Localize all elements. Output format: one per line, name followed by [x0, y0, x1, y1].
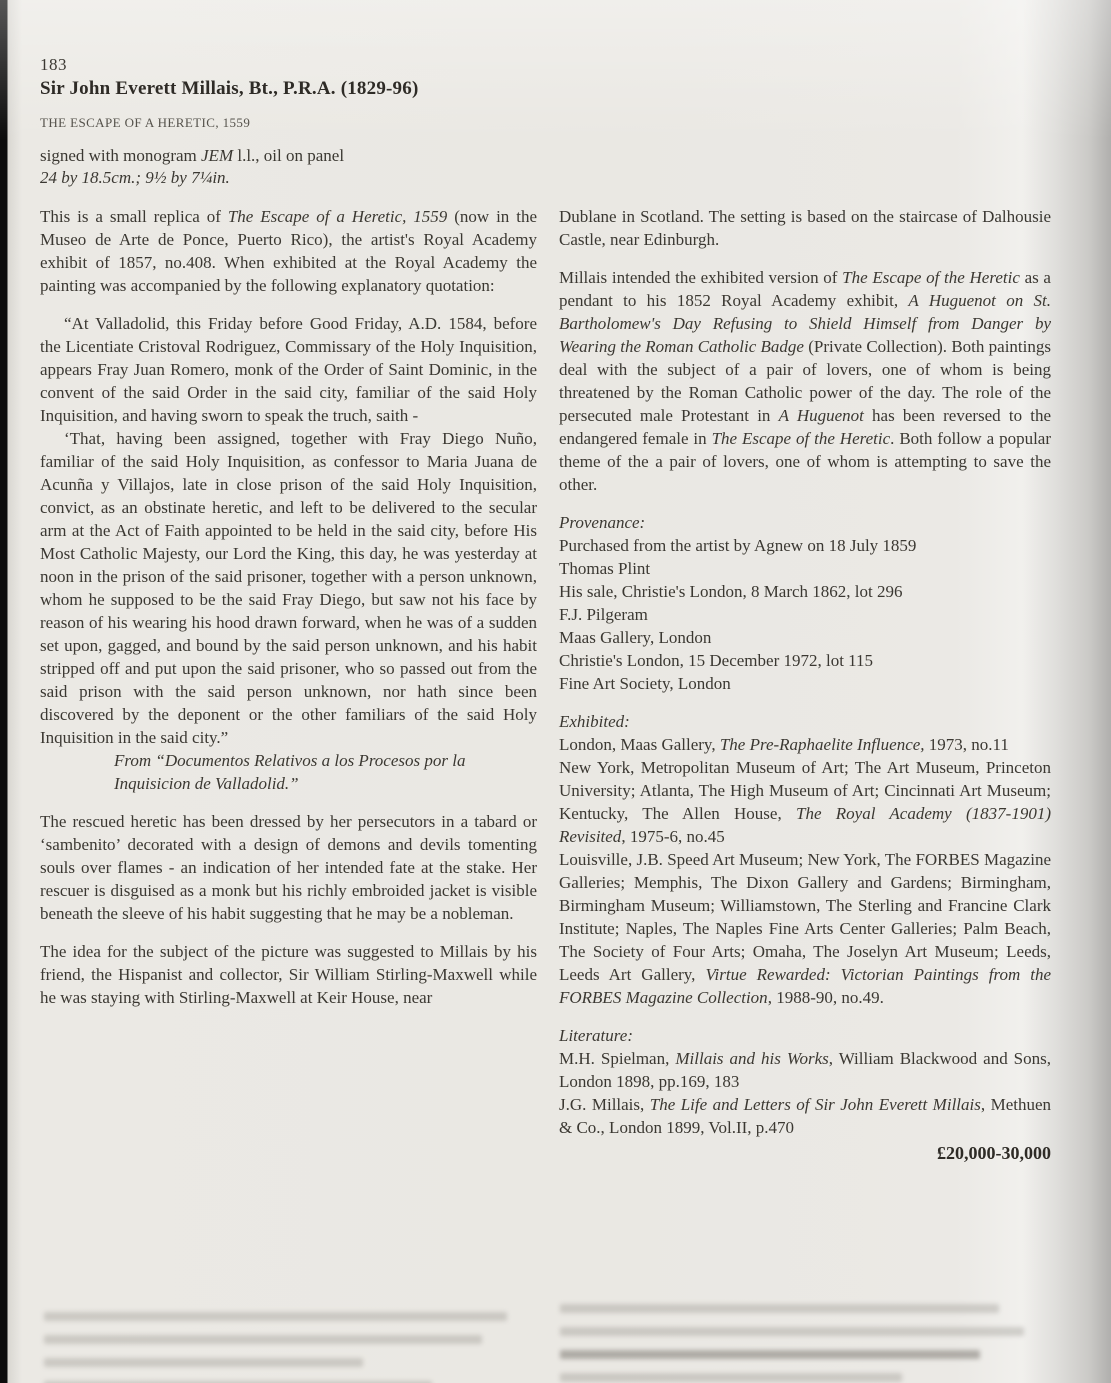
description-paragraph: The rescued heretic has been dressed by her persecutors in a tabard or ‘sambenito’ decorated with a design of demons and devils tomenting souls over flames - an indication of her intended fate at the stake. Her rescuer is disguised as a monk but his richly embroided jacket is visible beneath the sleeve of his habit suggesting that he may be a nobleman. [40, 812, 537, 923]
dimensions-line: 24 by 18.5cm.; 9½ by 7¼in. [40, 168, 230, 187]
page-bleed-through-left [44, 1312, 542, 1383]
bleed-line [560, 1373, 902, 1382]
literature-section [559, 1024, 1051, 1139]
literature-entries [559, 1047, 1051, 1139]
provenance-label: Provenance: [559, 513, 646, 532]
bleed-line [44, 1358, 363, 1367]
literature-entry: M.H. Spielman, Millais and his Works, William Blackwood and Sons, London 1898, pp.169, 183 [559, 1049, 1052, 1091]
history-paragraph: The idea for the subject of the picture was suggested to Millais by his friend, the Hispanist and collector, Sir William Stirling-Maxwell while he was staying with Stirling-Maxwell at Keir House, near [40, 942, 537, 1007]
provenance-line: His sale, Christie's London, 8 March 1862, lot 296 [559, 582, 903, 601]
provenance-line: Purchased from the artist by Agnew on 18 July 1859 [559, 536, 917, 555]
bleed-line [560, 1304, 999, 1313]
exhibited-entry: Louisville, J.B. Speed Art Museum; New York, The FORBES Magazine Galleries; Memphis, The Dixon Gallery and Gardens; Birmingham, Birmingham Museum; Williamstown, The Sterling and Francine Clark Institute; Naples, The Naples Fine Arts Center Galleries; Palm Beach, The Society of Four Arts; Omaha, The Joselyn Art Museum; Leeds, Leeds Art Gallery, Virtue Rewarded: Victorian Paintings from the FORBES Magazine Collection, 1988-90, no.49. [559, 850, 1051, 1007]
quotation-paragraph-2: ‘That, having been assigned, together with Fray Diego Nuño, familiar of the said Holy Inquisition, as confessor to Maria Juana de Acunña y Villajos, late in close prison of the said Holy Inquisition, convict, as an obstinate heretic, and left to be delivered to the secular arm at the Act of Faith appointed to be held in the said city, before His Most Catholic Majesty, our Lord the King, this day, he was yesterday at noon in the prison of the said prisoner, together with a person unknown, whom he supposed to be the said Fray Diego, but saw not his face by reason of his wearing his hood drawn forward, when he was of a sudden set upon, gagged, and bound by the said person unknown, and his habit stripped off and put upon the said prisoner, who so passed out from the said prison with the said person unknown, nor hath since been discovered by the deponent or the other familiars of the said Holy Inquisition in the said city.” [40, 429, 537, 747]
page-bleed-through-right [560, 1304, 1048, 1383]
estimate-value: £20,000-30,000 [937, 1143, 1051, 1163]
bleed-line [44, 1312, 507, 1321]
medium-line: signed with monogram JEM l.l., oil on panel [40, 146, 345, 165]
exhibited-entry: New York, Metropolitan Museum of Art; The Art Museum, Princeton University; Atlanta, The High Museum of Art; Cincinnati Art Museum; Kentucky, The Allen House, The Royal Academy (1837-1901) Revisited, 1975-6, no.45 [559, 758, 1051, 846]
exhibited-label: Exhibited: [559, 712, 630, 731]
exhibited-entry: London, Maas Gallery, The Pre-Raphaelite Influence, 1973, no.11 [559, 735, 1009, 754]
provenance-section [559, 511, 1051, 695]
exhibited-entries [559, 733, 1051, 1009]
exhibited-section [559, 710, 1051, 1009]
right-column [559, 205, 1051, 1165]
provenance-line: Christie's London, 15 December 1972, lot 115 [559, 651, 874, 670]
work-title: THE ESCAPE OF A HERETIC, 1559 [40, 115, 251, 130]
catalog-entry [40, 54, 1052, 1165]
literature-label: Literature: [559, 1026, 633, 1045]
left-column [40, 205, 537, 1024]
pendant-paragraph: Millais intended the exhibited version of The Escape of the Heretic as a pendant to his 1852 Royal Academy exhibit, A Huguenot on St. Bartholomew's Day Refusing to Shield Himself from Danger by Wearing the Roman Catholic Badge (Private Collection). Both paintings deal with the subject of a pair of lovers, one of whom is being threatened by the Roman Catholic power of the day. The role of the persecuted male Protestant in A Huguenot has been reversed to the endangered female in The Escape of the Heretic. Both follow a popular theme of the a pair of lovers, one of whom is attempting to save the other. [559, 268, 1051, 494]
quotation-source: From “Documentos Relativos a los Procesos por la Inquisicion de Valladolid.” [114, 751, 466, 793]
artist-name: Sir John Everett Millais, Bt., P.R.A. (1829-96) [40, 78, 419, 99]
quotation-paragraph-1: “At Valladolid, this Friday before Good Friday, A.D. 1584, before the Licentiate Cristoval Rodriguez, Commissary of the Holy Inquisition, appears Fray Juan Romero, monk of the Order of Saint Dominic, in the convent of the said Order in the said city, familiar of the said Holy Inquisition, and having sworn to speak the truch, saith - [40, 314, 537, 425]
provenance-line: Maas Gallery, London [559, 628, 712, 647]
lot-header [40, 54, 1052, 189]
literature-entry: J.G. Millais, The Life and Letters of Sir John Everett Millais, Methuen & Co., London 1899, Vol.II, p.470 [559, 1095, 1052, 1137]
bleed-line [560, 1327, 1024, 1336]
provenance-line: Fine Art Society, London [559, 674, 731, 693]
lot-number: 183 [40, 55, 67, 74]
bleed-line [44, 1335, 482, 1344]
intro-paragraph: This is a small replica of The Escape of a Heretic, 1559 (now in the Museo de Arte de Ponce, Puerto Rico), the artist's Royal Academy exhibit of 1857, no.408. When exhibited at the Royal Academy the painting was accompanied by the following explanatory quotation: [40, 207, 537, 295]
provenance-line: Thomas Plint [559, 559, 651, 578]
bleed-line [560, 1350, 980, 1359]
provenance-line: F.J. Pilgeram [559, 605, 648, 624]
continuation-paragraph: Dublane in Scotland. The setting is based on the staircase of Dalhousie Castle, near Edinburgh. [559, 207, 1051, 249]
provenance-lines [559, 534, 1051, 695]
text-columns [40, 205, 1052, 1165]
